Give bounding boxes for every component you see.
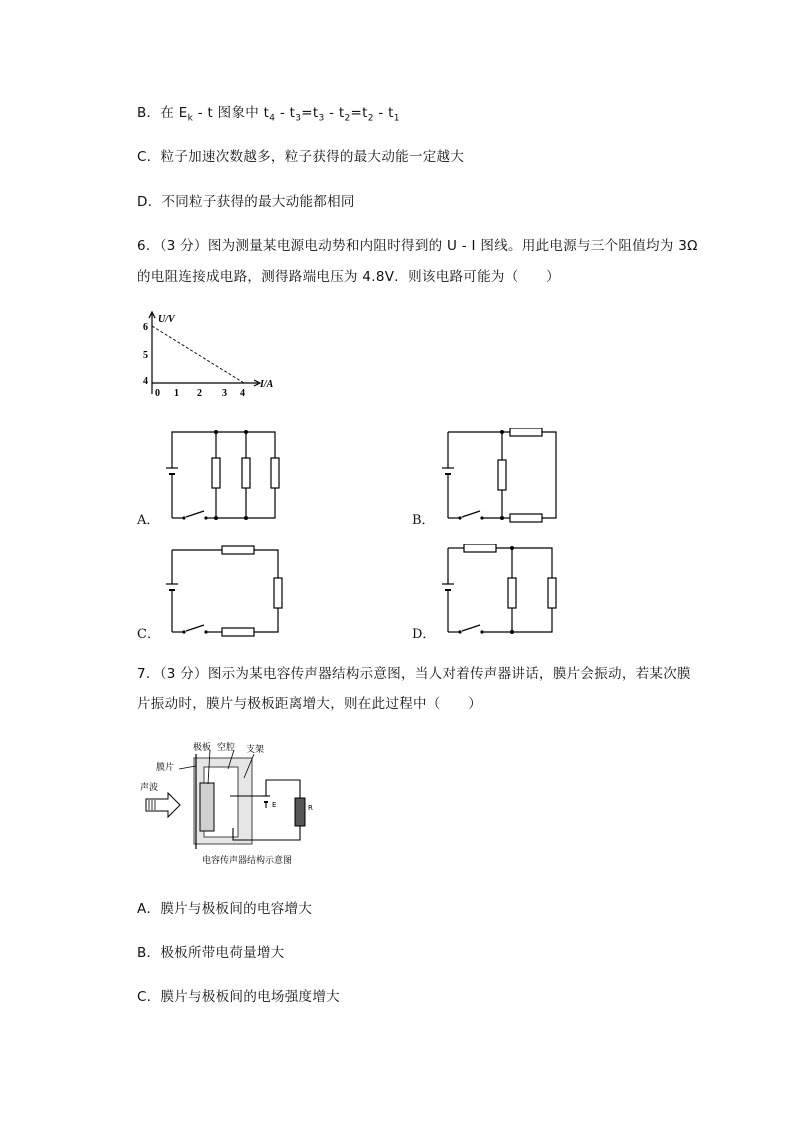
- switch-contact: [204, 630, 207, 633]
- switch-contact: [204, 516, 207, 519]
- junction: [500, 516, 504, 520]
- switch-contact: [458, 516, 461, 519]
- sound-arrow: [146, 793, 180, 817]
- switch-contact: [480, 516, 483, 519]
- resistor: [274, 578, 282, 608]
- x-axis-label: I/A: [260, 379, 274, 390]
- subscript: 3: [295, 113, 302, 124]
- switch-blade: [186, 511, 204, 517]
- subscript: 2: [344, 113, 351, 124]
- q5-optb-text: - t: [324, 105, 345, 121]
- q5-optb-text: =t: [301, 105, 319, 121]
- circuit-a-label: A．: [137, 513, 160, 528]
- circuit-c: [160, 544, 290, 640]
- q5-optb-text: B．在 E: [137, 105, 188, 121]
- junction: [500, 430, 504, 434]
- y-tick-label: 5: [143, 350, 148, 361]
- resistor: [510, 514, 542, 522]
- q7-option-a: A．膜片与极板间的电容增大: [137, 901, 313, 917]
- u-i-graph: [138, 308, 288, 404]
- q5-option-d: D．不同粒子获得的最大动能都相同: [137, 194, 355, 210]
- resistor: [498, 460, 506, 490]
- q7-option-b: B．极板所带电荷量增大: [137, 945, 285, 961]
- cavity-label: 空腔: [217, 743, 236, 753]
- x-tick-label: 1: [174, 388, 179, 399]
- circuit-a: [160, 428, 290, 524]
- switch-blade: [462, 511, 480, 517]
- resistor: [222, 628, 254, 636]
- u-i-line: [152, 326, 244, 383]
- switch-contact: [458, 630, 461, 633]
- q7-stem-line2: 片振动时，膜片与极板距离增大，则在此过程中（ ）: [137, 696, 482, 712]
- microphone-figure: [138, 736, 328, 870]
- x-tick-label: 2: [197, 388, 202, 399]
- membrane-label: 膜片: [156, 763, 175, 773]
- resistor: [222, 546, 254, 554]
- switch-contact: [480, 630, 483, 633]
- y-axis-label: U/V: [158, 314, 175, 325]
- switch-contact: [182, 630, 185, 633]
- junction: [214, 430, 218, 434]
- resistor: [271, 458, 279, 488]
- figure-caption: 电容传声器结构示意图: [202, 856, 293, 866]
- battery-e-label: E: [272, 801, 277, 809]
- circuit-d: [436, 544, 566, 640]
- q5-optb-text: =t: [350, 105, 368, 121]
- y-tick-label: 6: [143, 322, 148, 333]
- resistor: [508, 578, 516, 608]
- resistor-r-label: R: [308, 804, 313, 812]
- circuit-d-label: D．: [412, 627, 436, 642]
- q5-option-b: [137, 103, 400, 129]
- subscript: 1: [393, 113, 400, 124]
- x-tick-label: 3: [222, 388, 227, 399]
- resistor: [242, 458, 250, 488]
- circuit-c-label: C．: [137, 627, 160, 642]
- junction: [510, 546, 514, 550]
- circuit-b: [436, 428, 566, 524]
- subscript: 2: [367, 113, 374, 124]
- x-tick-label: 4: [240, 388, 245, 399]
- resistor: [212, 458, 220, 488]
- q6-stem-line1: 6．（3 分）图为测量某电源电动势和内阻时得到的 U - I 图线。用此电源与三个阻值均为 3Ω: [137, 238, 698, 254]
- q5-optb-text: - t: [373, 105, 394, 121]
- q6-stem-line2: 的电阻连接成电路，测得路端电压为 4.8V．则该电路可能为（ ）: [137, 269, 560, 285]
- junction: [214, 516, 218, 520]
- q7-stem-line1: 7．（3 分）图示为某电容传声器结构示意图，当人对着传声器讲话，膜片会振动，若某次膜: [137, 666, 691, 682]
- resistor: [510, 428, 542, 436]
- q5-optb-text: - t: [275, 105, 296, 121]
- subscript: 4: [269, 113, 276, 124]
- y-tick-label: 4: [143, 376, 148, 387]
- junction: [510, 630, 514, 634]
- q5-option-c: C．粒子加速次数越多，粒子获得的最大动能一定越大: [137, 149, 465, 165]
- junction: [244, 516, 248, 520]
- resistor-r: [295, 798, 305, 826]
- support-label: 支架: [246, 745, 265, 755]
- subscript: k: [187, 113, 194, 124]
- junction: [244, 430, 248, 434]
- q5-optb-text: - t 图象中 t: [193, 105, 270, 121]
- resistor: [548, 578, 556, 608]
- circuit-b-label: B．: [412, 513, 435, 528]
- switch-contact: [182, 516, 185, 519]
- resistor: [464, 544, 496, 552]
- switch-blade: [462, 625, 480, 631]
- plate-label: 极板: [193, 743, 212, 753]
- switch-blade: [186, 625, 204, 631]
- subscript: 3: [318, 113, 325, 124]
- plate: [200, 783, 214, 831]
- x-tick-label: 0: [155, 388, 160, 399]
- q7-option-c: C．膜片与极板间的电场强度增大: [137, 989, 340, 1005]
- sound-label: 声波: [140, 783, 159, 793]
